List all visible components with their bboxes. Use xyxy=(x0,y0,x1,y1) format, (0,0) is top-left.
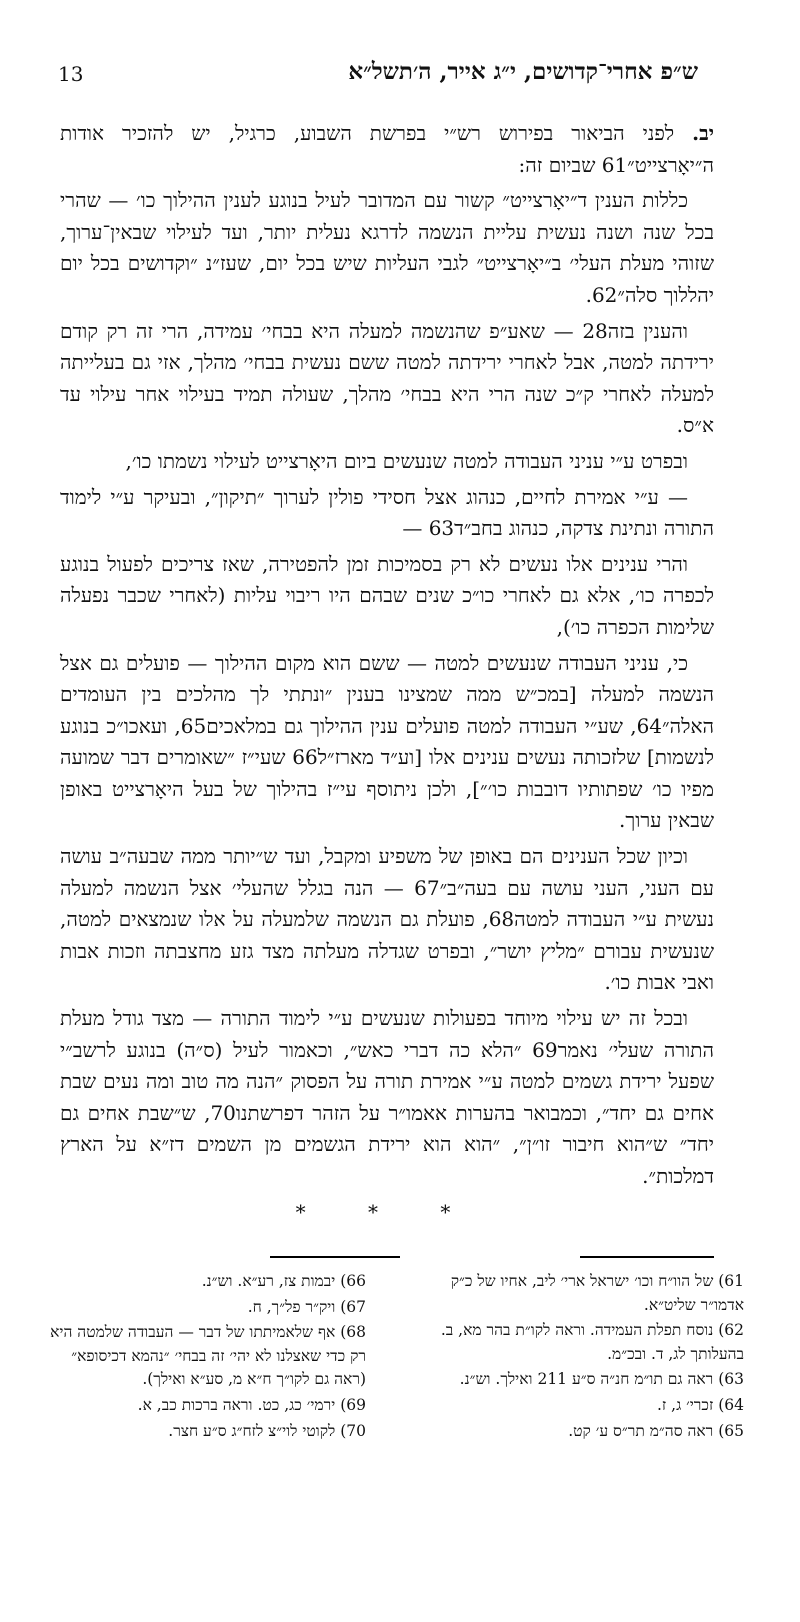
paragraph: והרי ענינים אלו נעשים לא רק בסמיכות זמן להפטירה, שאז צריכים לפעול בנוגע לכפרה כו׳, אלא גם לאחרי כו״כ שנים שבהם היו ריבוי עליות (לאחרי שכבר נפעלה שלימות הכפרה כו׳), xyxy=(60,551,714,639)
footnotes-left-column xyxy=(48,1270,366,1445)
footnote: 66) יבמות צז, רע״א. וש״נ. xyxy=(201,1272,366,1290)
page-header xyxy=(58,58,698,94)
paragraph-12 xyxy=(60,118,714,181)
paragraph: כי, עניני העבודה שנעשים למטה — ששם הוא מקום ההילוך — פועלים גם אצל הנשמה למעלה [במכ״ש ממה שמצינו בענין ״ונתתי לך מהלכים בין העומדים האלה״64, שע״י העבודה למטה פועלים ענין ההילוך גם במלאכים65, ועאכו״כ בנוגע לנשמות] שלזכותה נעשים ענינים אלו [וע״ד מארז״ל66 שעי״ז ״שאומרים דבר שמועה מפיו כו׳ שפתותיו דובבות כו׳״], ולכן ניתוסף עי״ז בהילוך של בעל היאָרצייט באופן שבאין ערוך. xyxy=(60,650,714,833)
paragraph: ובפרט ע״י עניני העבודה למטה שנעשים ביום היאָרצייט לעילוי נשמתו כו׳, xyxy=(125,448,688,473)
paragraph: ובכל זה יש עילוי מיוחד בפעולות שנעשים ע״י לימוד התורה — מצד גודל מעלת התורה שעלי׳ נאמר69 ״הלא כה דברי כאש״, וכאמור לעיל (ס״ה) בנוגע לרשב״י שפעל ירידת גשמים למטה ע״י אמירת תורה על הפסוק ״הנה מה טוב ומה נעים שבת אחים גם יחד״, וכמבואר בהערות אאמו״ר על הזהר דפרשתנו70, ש״שבת אחים גם יחד״ ש״הוא חיבור זו״ן״, ״הוא הוא ירידת הגשמים מן השמים דז״א על הארץ דמלכות״. xyxy=(60,1006,715,1188)
paragraph: כללות הענין ד״יאָרצייט״ קשור עם המדובר לעיל בנוגע לענין ההילוך כו׳ — שהרי בכל שנה ושנה נעשית עליית הנשמה לדרגא נעלית יותר, ועד לעילוי שבאין־ערוך, שזוהי מעלת העלי׳ ב״יאָרצייט״ לגבי העליות שיש בכל יום, שעז״נ ״וקדושים בכל יום יהללוך סלה״62. xyxy=(60,188,714,307)
footnote: 63) ראה גם תו״מ חנ״ה ס״ע 211 ואילך. וש״נ. xyxy=(459,1370,744,1389)
paragraph-text: לפני הביאור בפירוש רש״י בפרשת השבוע, כרגיל, יש להזכיר אודות ה״יאָרצייט״61 שביום זה: xyxy=(60,121,714,177)
section-divider-stars: * * * xyxy=(295,1199,479,1224)
paragraph: וכיון שכל הענינים הם באופן של משפיע ומקבל, ועד ש״יותר ממה שבעה״ב עושה עם העני, העני עושה עם בעה״ב״67 — הנה בגלל שהעלי׳ אצל הנשמה למעלה נעשית ע״י העבודה למטה68, פועלת גם הנשמה שלמעלה על אלו שנמצאים למטה, שנעשית עבורם ״מליץ יושר״, ובפרט שגדלה מעלתה מצד גזע מחצבתה וזכות אבות ואבי אבות כו׳. xyxy=(60,844,714,995)
footnote-rule-right xyxy=(580,1256,714,1258)
footnote: 67) ויק״ר פל״ך, ח. xyxy=(247,1297,366,1316)
section-number: יב. xyxy=(692,121,714,145)
footnote: 70) לקוטי לוי״צ לזח״ג ס״ע חצר. xyxy=(168,1421,366,1440)
paragraph: והענין בזה28 — שאע״פ שהנשמה למעלה היא בבחי׳ עמידה, הרי זה רק קודם ירידתה למטה, אבל לאחרי ירידתה למטה ששם נעשית בבחי׳ מהלך, אזי גם בעלייתה למעלה לאחרי ק״כ שנה הרי היא בבחי׳ מהלך, שעולה תמיד בעילוי אחר עילוי עד א״ס. xyxy=(60,318,714,438)
footnote-rule-left xyxy=(270,1256,400,1258)
footnote: 68) אף שלאמיתתו של דבר — העבודה שלמטה היא רק כדי שאצלנו לא יהי׳ זה בבחי׳ ״נהמא דכיסופא״ (ראה גם לקו״ך ח״א מ, סע״א ואילך). xyxy=(50,1323,366,1389)
footnote: 61) של הוו״ח וכו׳ ישראל ארי׳ ליב, אחיו של כ״ק אדמו״ר שליט״א. xyxy=(450,1272,744,1314)
main-text xyxy=(60,118,714,1228)
running-title: ש״פ אחרי־קדושים, י״ג אייר, ה׳תשל״א xyxy=(348,58,698,85)
footnote: 69) ירמי׳ כג, כט. וראה ברכות כב, א. xyxy=(137,1395,366,1414)
page-number: 13 xyxy=(58,62,84,86)
footnote: 65) ראה סה״מ תר״ס ע׳ קט. xyxy=(568,1421,744,1440)
footnote: 62) נוסח תפלת העמידה. וראה לקו״ת בהר מא, ב. בהעלותך לג, ד. ובכ״מ. xyxy=(440,1321,744,1363)
footnote: 64) זכרי׳ ג, ז. xyxy=(656,1395,744,1414)
paragraph: — ע״י אמירת לחיים, כנהוג אצל חסידי פולין לערוך ״תיקון״, ובעיקר ע״י לימוד התורה ונתינת צדקה, כנהוג בחב״ד63 — xyxy=(60,484,714,541)
footnotes-right-column xyxy=(408,1270,744,1445)
